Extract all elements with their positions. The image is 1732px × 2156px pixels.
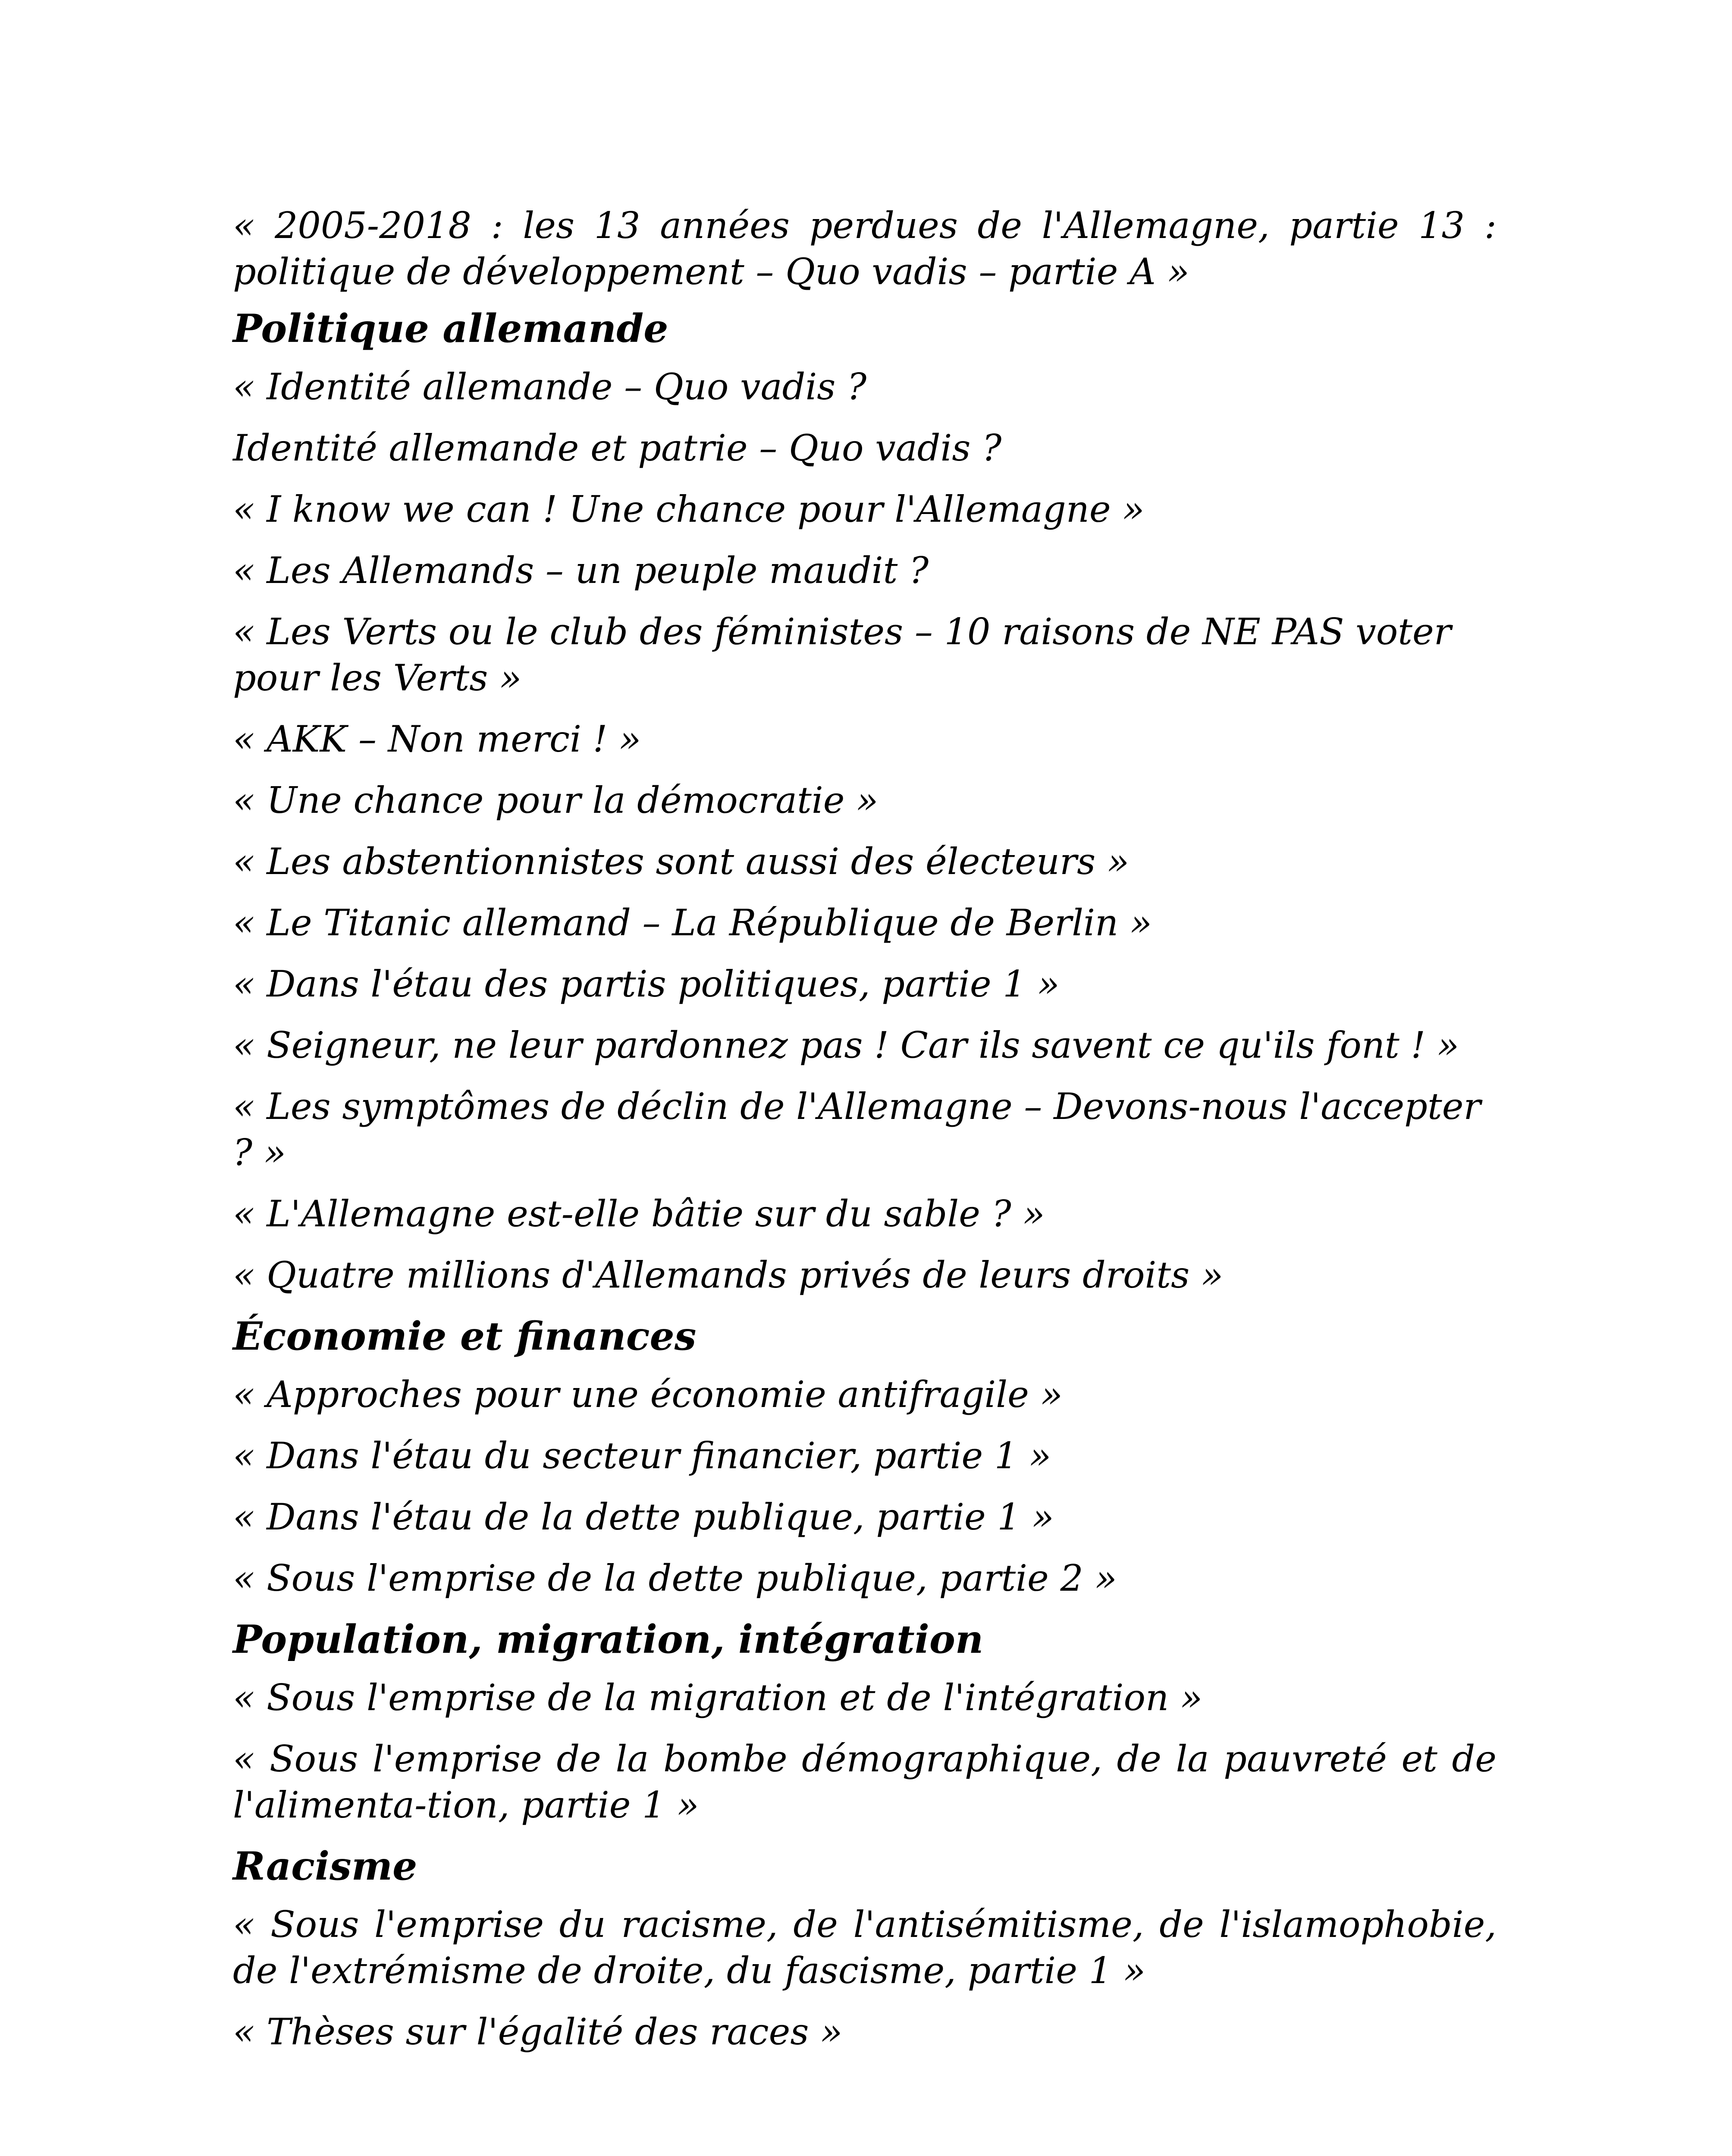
list-item: « Dans l'étau du secteur financier, partie 1 » — [233, 1435, 1051, 1477]
list-item: « Sous l'emprise de la dette publique, partie 2 » — [233, 1557, 1117, 1599]
list-item: « Approches pour une économie antifragile » — [233, 1373, 1063, 1416]
list-item: Identité allemande et patrie – Quo vadis ? — [233, 427, 1002, 469]
section-heading-economie: Économie et finances — [233, 1313, 697, 1359]
list-item: « Sous l'emprise du racisme, de l'antisémitisme, de l'islamophobie, de l'extrémisme de droite, du fascisme, partie 1 » — [233, 1903, 1497, 1992]
list-item: « Les Verts ou le club des féministes – 10 raisons de NE PAS voter pour les Verts » — [233, 611, 1451, 699]
section-heading-politique: Politique allemande — [233, 306, 668, 351]
document-body — [233, 203, 1497, 2070]
list-item: « Les abstentionnistes sont aussi des électeurs » — [233, 840, 1130, 883]
section-heading-population: Population, migration, intégration — [233, 1617, 984, 1662]
section-heading-racisme: Racisme — [233, 1843, 417, 1889]
list-item: « Une chance pour la démocratie » — [233, 779, 879, 821]
list-item: « Quatre millions d'Allemands privés de leurs droits » — [233, 1254, 1224, 1296]
list-item: « Identité allemande – Quo vadis ? — [233, 366, 867, 408]
list-item: « Dans l'étau de la dette publique, partie 1 » — [233, 1496, 1054, 1538]
list-item: « I know we can ! Une chance pour l'Allemagne » — [233, 488, 1145, 530]
list-item: « Seigneur, ne leur pardonnez pas ! Car ils savent ce qu'ils font ! » — [233, 1024, 1459, 1066]
intro-paragraph: « 2005-2018 : les 13 années perdues de l'Allemagne, partie 13 : politique de développement – Quo vadis – partie A » — [233, 204, 1497, 293]
list-item: « AKK – Non merci ! » — [233, 718, 641, 760]
list-item: « Les Allemands – un peuple maudit ? — [233, 549, 929, 592]
list-item: « Dans l'étau des partis politiques, partie 1 » — [233, 963, 1060, 1005]
list-item: « Sous l'emprise de la bombe démographique, de la pauvreté et de l'alimenta-tion, partie 1 » — [233, 1738, 1497, 1826]
list-item: « Thèses sur l'égalité des races » — [233, 2011, 843, 2053]
list-item: « Le Titanic allemand – La République de Berlin » — [233, 902, 1152, 944]
list-item: « Les symptômes de déclin de l'Allemagne – Devons-nous l'accepter ? » — [233, 1085, 1481, 1174]
list-item: « L'Allemagne est-elle bâtie sur du sable ? » — [233, 1193, 1045, 1235]
list-item: « Sous l'emprise de la migration et de l'intégration » — [233, 1677, 1203, 1719]
